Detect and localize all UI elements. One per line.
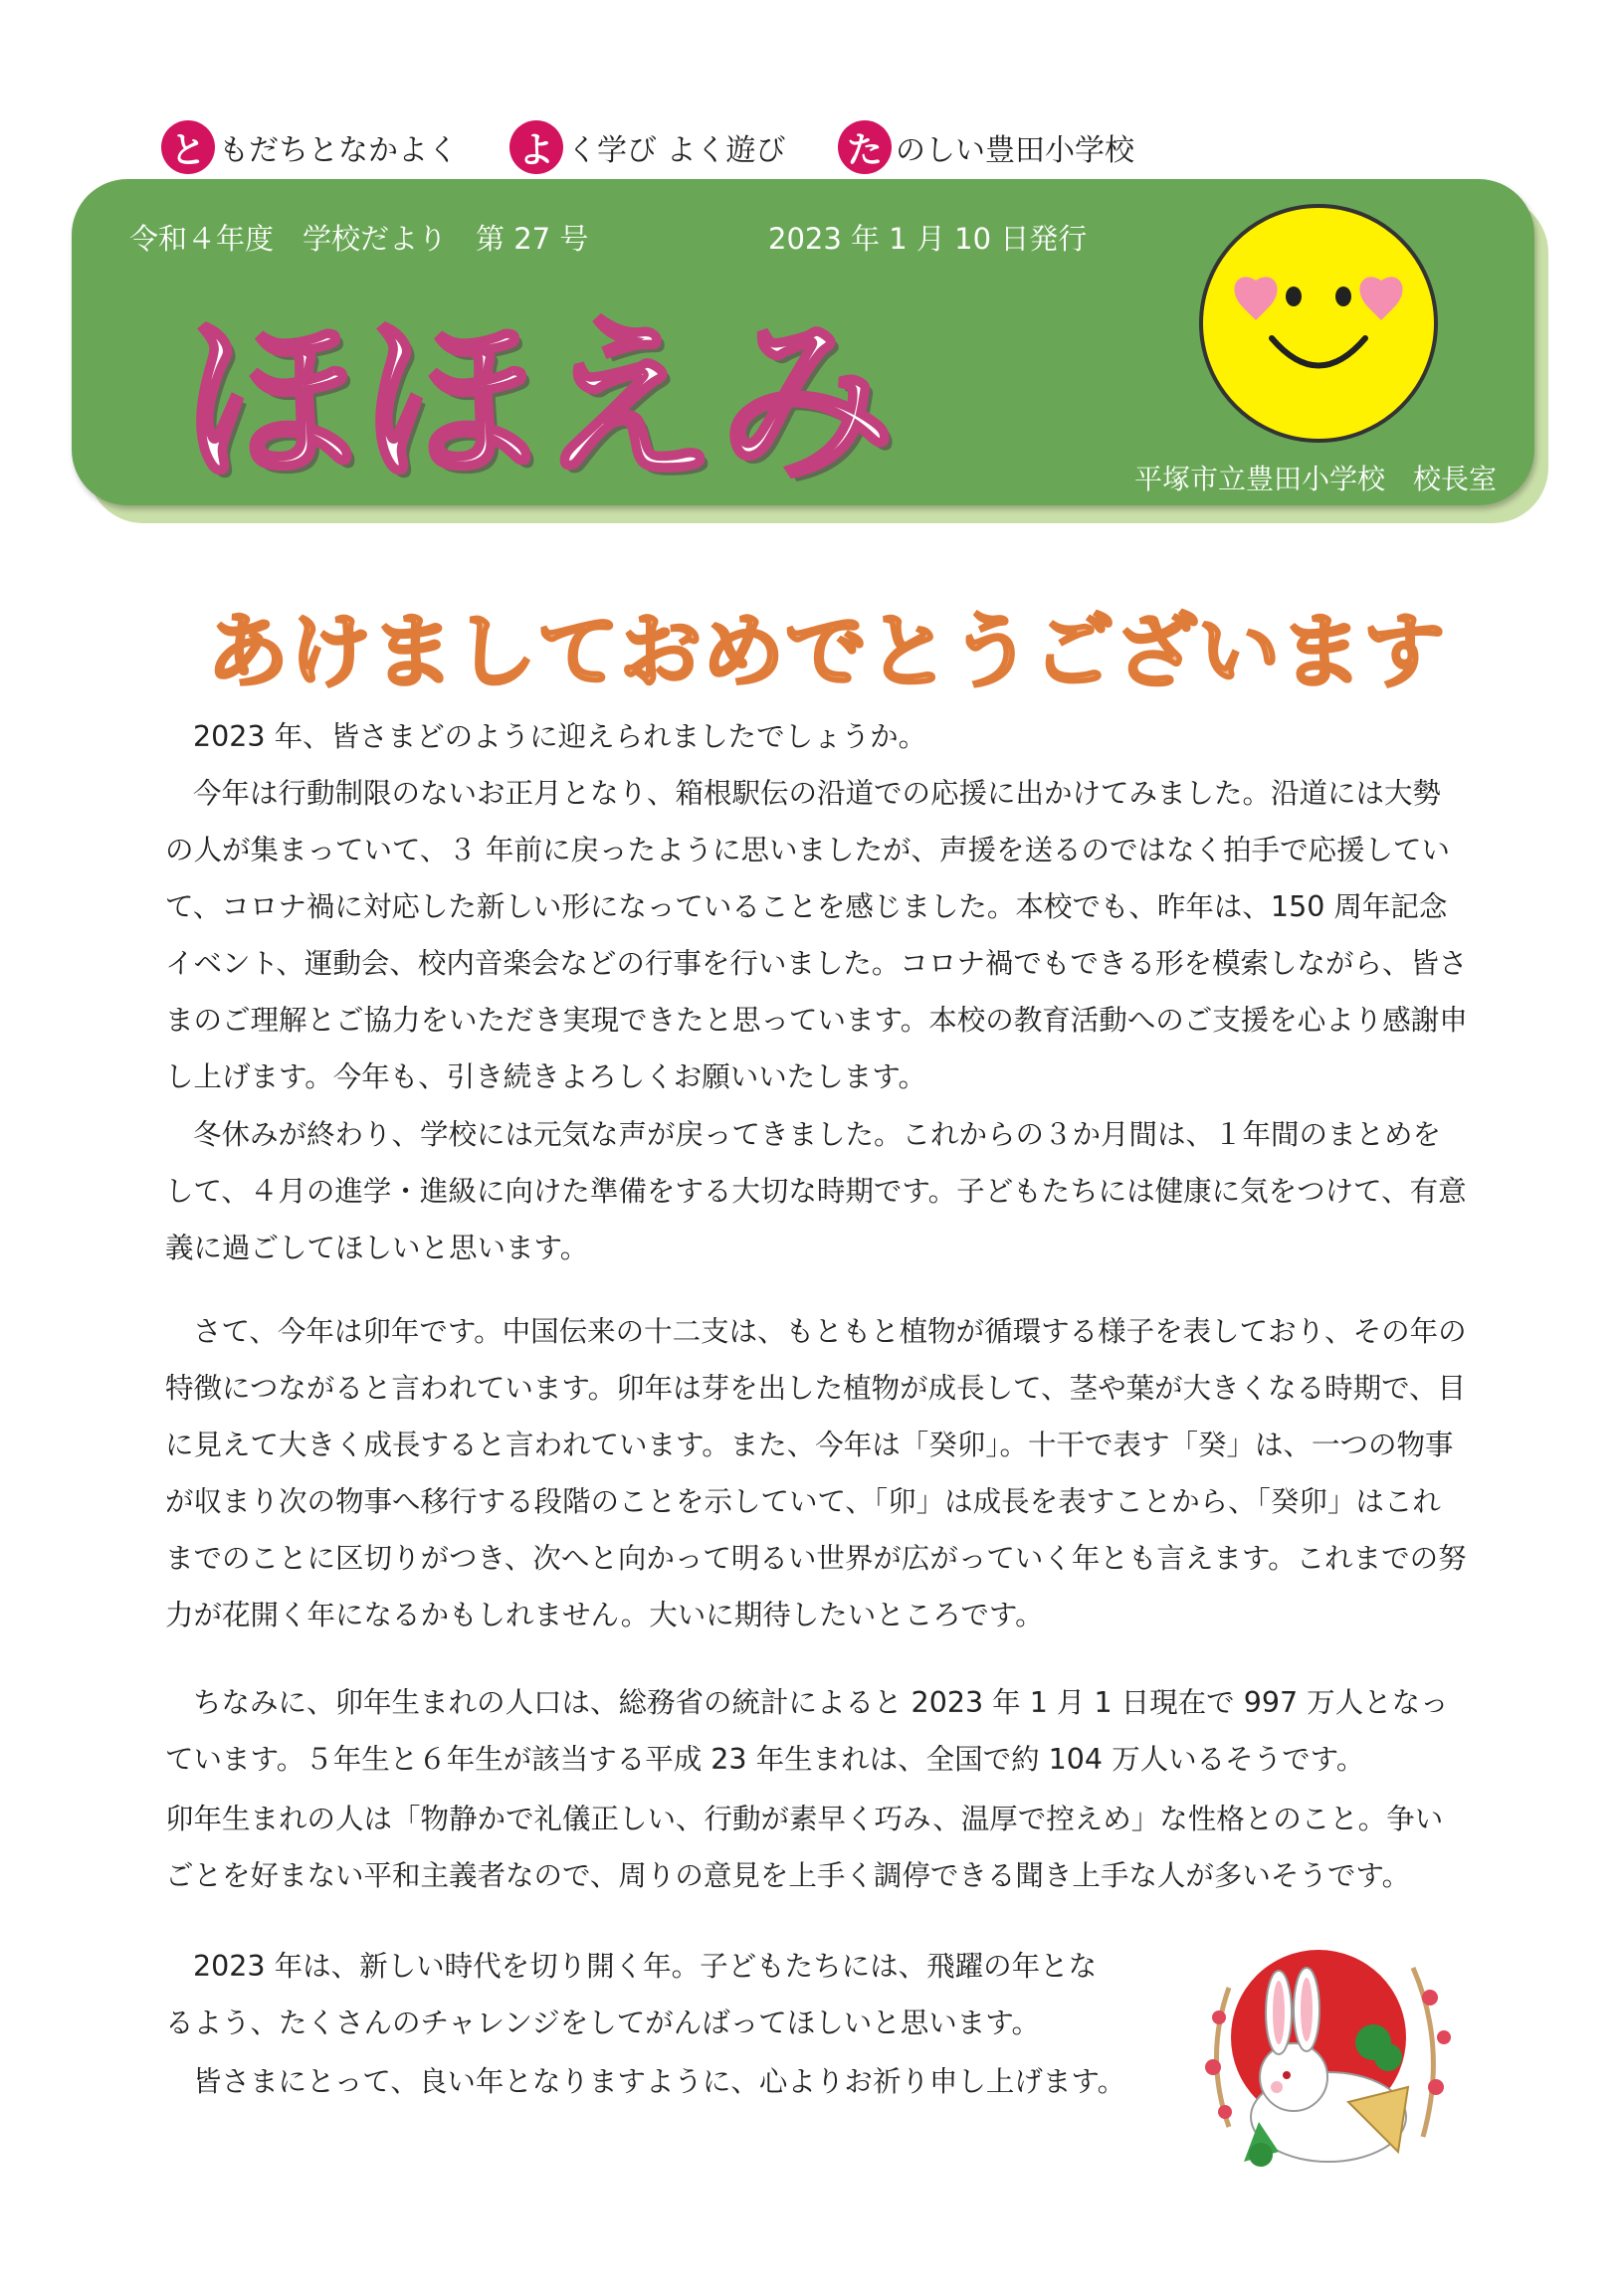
motto-item-3: [838, 117, 1134, 177]
motto-initial-circle: と: [161, 120, 215, 174]
paragraph-2: 今年は行動制限のないお正月となり、箱根駅伝の沿道での応援に出かけてみました。沿道には大勢の人が集まっていて、３ 年前に戻ったように思いましたが、声援を送るのではなく拍手で応援していて、コロナ禍に対応した新しい形になっていることを感じました。本校でも、昨年は、150 周年記念イベント、運動会、校内音楽会などの行事を行いました。コロナ禍でもできる形を模索しながら、皆さまのご理解とご協力をいただき実現できたと思っています。本校の教育活動へのご支援を心より感謝申し上げます。今年も、引き続きよろしくお願いいたします。: [165, 777, 1468, 1093]
newsletter-title: ほほえみ: [181, 298, 898, 504]
school-motto: [161, 117, 1455, 177]
paragraph-1: 2023 年、皆さまどのように迎えられましたでしょうか。: [193, 720, 927, 753]
new-year-greeting: あけましておめでとうございます: [207, 605, 1447, 699]
paragraph-6: 卯年生まれの人は「物静かで礼儀正しい、行動が素早く巧み、温厚で控えめ」な性格とのこと。争いごとを好まない平和主義者なので、周りの意見を上手く調停できる聞き上手な人が多いそうです。: [165, 1803, 1444, 1892]
motto-text: もだちとなかよく: [219, 133, 458, 168]
paragraph-5: ちなみに、卯年生まれの人口は、総務省の統計によると 2023 年 1 月 1 日現在で 997 万人となっています。５年生と６年生が該当する平成 23 年生まれは、全国で約 104 万人いるそうです。: [165, 1686, 1449, 1776]
school-office: 平塚市立豊田小学校 校長室: [1133, 463, 1497, 495]
motto-item-2: [509, 117, 786, 177]
paragraph-3: 冬休みが終わり、学校には元気な声が戻ってきました。これからの３か月間は、１年間のまとめをして、４月の進学・進級に向けた準備をする大切な時期です。子どもたちには健康に気をつけて、有意義に過ごしてほしいと思います。: [165, 1118, 1467, 1264]
smiley-face-icon: [1194, 199, 1443, 448]
motto-item-1: [161, 117, 458, 177]
paragraph-7: 2023 年は、新しい時代を切り開く年。子どもたちには、飛躍の年となるよう、たくさんのチャレンジをしてがんばってほしいと思います。: [165, 1950, 1098, 2039]
motto-initial-circle: よ: [509, 120, 563, 174]
paragraph-8: 皆さまにとって、良い年となりますように、心よりお祈り申し上げます。: [193, 2065, 1126, 2098]
paragraph-4: さて、今年は卯年です。中国伝来の十二支は、もともと植物が循環する様子を表しており、その年の特徴につながると言われています。卯年は芽を出した植物が成長して、茎や葉が大きくなる時期で、目に見えて大きく成長すると言われています。また、今年は「癸卯」。十干で表す「癸」は、一つの物事が収まり次の物事へ移行する段階のことを示していて、「卯」は成長を表すことから、「癸卯」はこれまでのことに区切りがつき、次へと向かって明るい世界が広がっていく年とも言えます。これまでの努力が花開く年になるかもしれません。大いに期待したいところです。: [165, 1315, 1467, 1631]
motto-text: く学び よく遊び: [567, 133, 786, 168]
motto-initial-circle: た: [838, 120, 892, 174]
issue-date: 2023 年 1 月 10 日発行: [768, 222, 1088, 256]
rabbit-new-year-icon: [1199, 1928, 1468, 2187]
motto-text: のしい豊田小学校: [896, 133, 1134, 168]
issue-label: 令和４年度 学校だより 第 27 号: [129, 222, 589, 256]
